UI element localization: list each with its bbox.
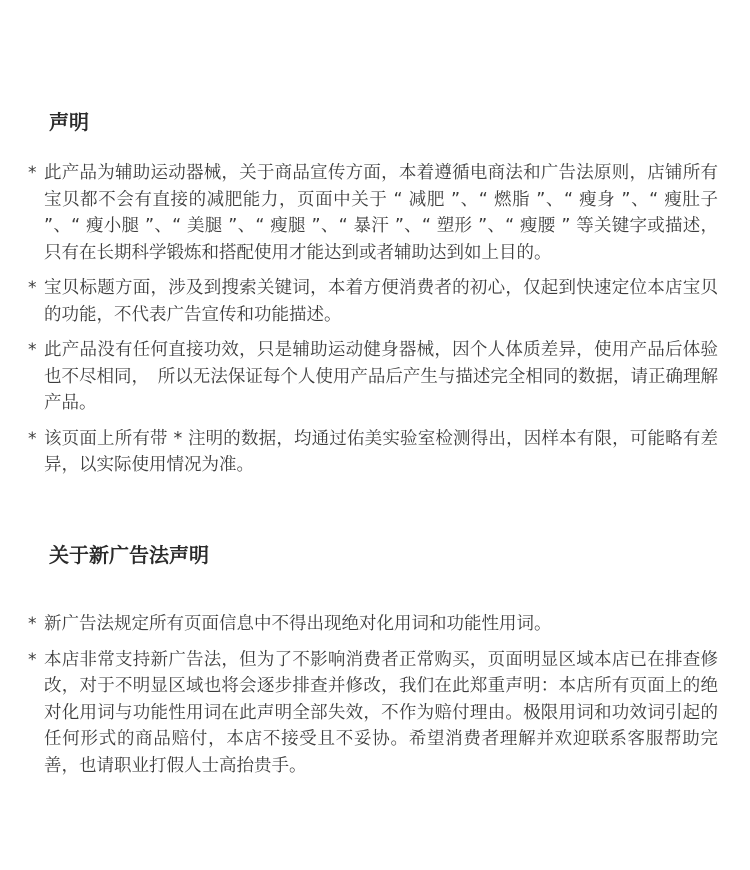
list-item-text: 该页面上所有带 * 注明的数据，均通过佑美实验室检测得出，因样本有限，可能略有差异，以实际使用情况为准。 xyxy=(44,428,718,475)
list-item xyxy=(28,160,718,266)
list-item xyxy=(28,426,718,479)
advertising-law-list xyxy=(28,611,718,788)
section-title-new-advertising-law: 关于新广告法声明 xyxy=(49,543,209,567)
asterisk-bullet: * xyxy=(28,614,37,634)
section-title-statement: 声明 xyxy=(49,110,89,134)
asterisk-bullet: * xyxy=(28,428,37,449)
list-item-text: 宝贝标题方面，涉及到搜索关键词，本着方便消费者的初心，仅起到快速定位本店宝贝的功能，不代表广告宣传和功能描述。 xyxy=(44,278,718,325)
list-item-text: 本店非常支持新广告法，但为了不影响消费者正常购买，页面明显区域本店已在排查修改，对于不明显区域也将会逐步排查并修改，我们在此郑重声明：本店所有页面上的绝对化用词与功能性用词在此声明全部失效，不作为赔付理由。极限用词和功效词引起的任何形式的商品赔付，本店不接受且不妥协。希望消费者理解并欢迎联系客服帮助完善，也请职业打假人士高抬贵手。 xyxy=(44,649,718,776)
list-item xyxy=(28,337,718,417)
asterisk-bullet: * xyxy=(28,278,37,298)
asterisk-bullet: * xyxy=(28,340,37,360)
list-item xyxy=(28,275,718,328)
asterisk-bullet: * xyxy=(28,649,37,670)
asterisk-bullet: * xyxy=(28,163,37,183)
list-item xyxy=(28,647,718,780)
list-item-text: 新广告法规定所有页面信息中不得出现绝对化用词和功能性用词。 xyxy=(44,614,552,634)
list-item-text: 此产品为辅助运动器械，关于商品宣传方面，本着遵循电商法和广告法原则，店铺所有宝贝都不会有直接的减肥能力，页面中关于 “ 减肥 ”、“ 燃脂 ”、“ 瘦身 ”、“ 瘦肚子 ”、“ 瘦小腿 ”、“ 美腿 ”、“ 瘦腿 ”、“ 暴汗 ”、“ 塑形 ”、“ 瘦腰 ” 等关键字或描述，只有在长期科学锻炼和搭配使用才能达到或者辅助达到如上目的。 xyxy=(44,163,718,263)
statement-list xyxy=(28,160,718,488)
list-item xyxy=(28,611,718,638)
list-item-text: 此产品没有任何直接功效，只是辅助运动健身器械，因个人体质差异，使用产品后体验也不尽相同， 所以无法保证每个人使用产品后产生与描述完全相同的数据，请正确理解产品。 xyxy=(44,340,718,413)
